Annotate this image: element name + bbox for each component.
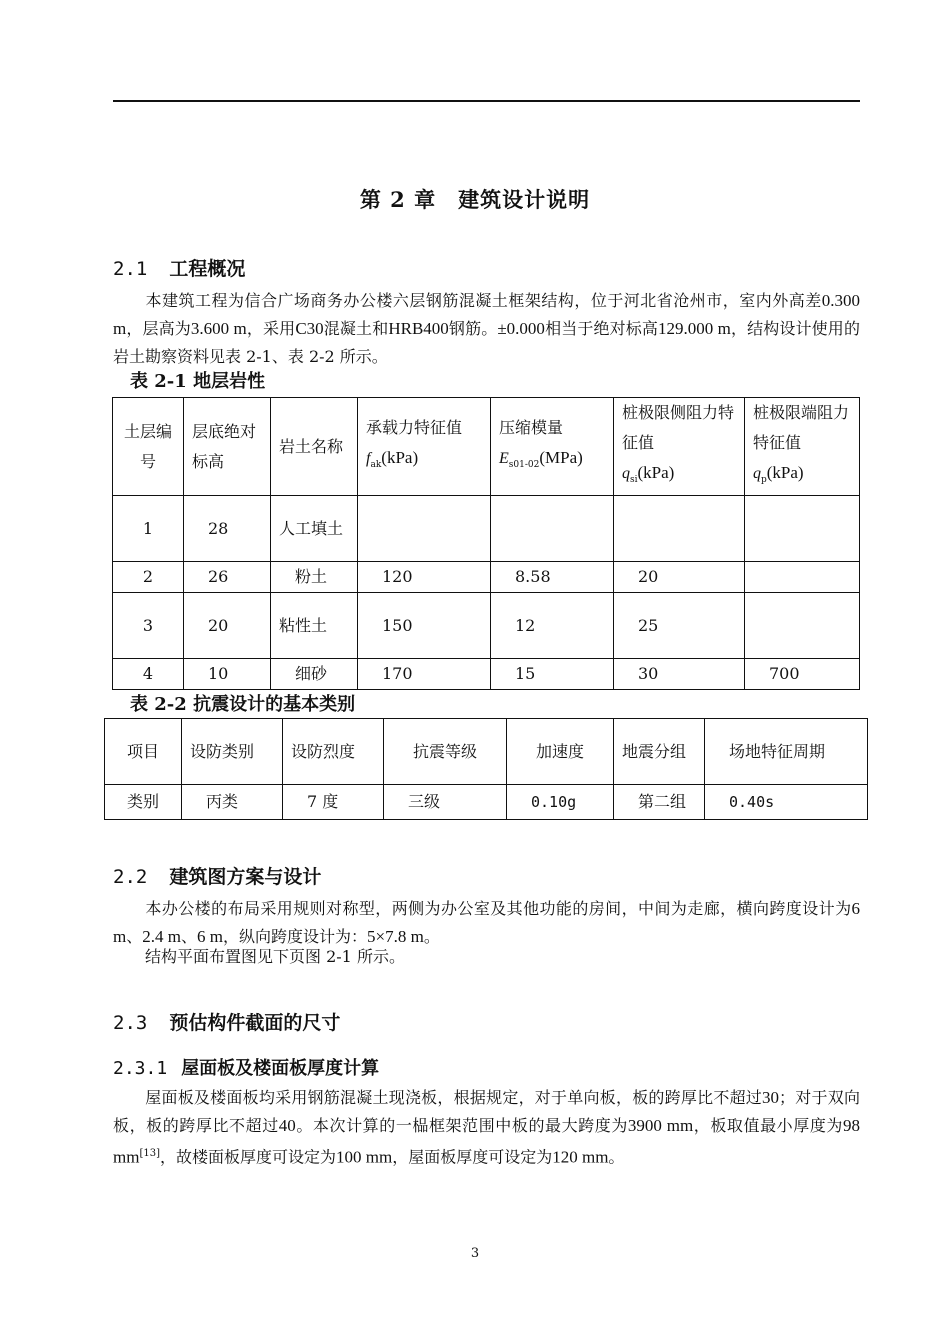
subsection-heading-2-3-1 bbox=[113, 1054, 379, 1080]
table-row: 2 26 粉土 120 8.58 20 bbox=[113, 562, 860, 593]
page-number: 3 bbox=[470, 1246, 480, 1261]
table-row: 3 20 粘性土 150 12 25 bbox=[113, 593, 860, 659]
header-cell: 加速度 bbox=[507, 719, 614, 785]
section-title: 屋面板及楼面板厚度计算 bbox=[181, 1058, 380, 1079]
section-heading-2-3 bbox=[113, 1008, 340, 1035]
section-number: 2.2 bbox=[113, 866, 148, 888]
table-header-row bbox=[105, 719, 868, 785]
header-cell: 场地特征周期 bbox=[705, 719, 868, 785]
paragraph-layout: 本办公楼的布局采用规则对称型，两侧为办公室及其他功能的房间，中间为走廊，横向跨度设计为6 m、2.4 m、6 m，纵向跨度设计为：5×7.8 m。 bbox=[113, 899, 860, 946]
paragraph-slab-thickness: 屋面板及楼面板均采用钢筋混凝土现浇板，根据规定，对于单向板，板的跨厚比不超过30；对于双向板，板的跨厚比不超过40。本次计算的一榀框架范围中板的最大跨度为3900 mm，板取值最小厚度为98 mm[13]，故楼面板厚度可设定为100 mm，屋面板厚度可设定为120 mm。 bbox=[113, 1088, 860, 1167]
paragraph-figure-ref: 结构平面布置图见下页图 2-1 所示。 bbox=[145, 947, 405, 966]
table-row: 4 10 细砂 170 15 30 700 bbox=[113, 659, 860, 690]
seismic-table bbox=[104, 718, 868, 820]
paragraph-overview: 本建筑工程为信合广场商务办公楼六层钢筋混凝土框架结构，位于河北省沧州市，室内外高差0.300 m，层高为3.600 m，采用C30混凝土和HRB400钢筋。±0.000相当于绝对标高129.000 m，结构设计使用的岩土勘察资料见表 2-1、表 2-2 所示。 bbox=[113, 291, 860, 366]
section-number: 2.3.1 bbox=[113, 1058, 168, 1079]
header-cell: 桩极限侧阻力特征值 $q_{si}(kPa)$ bbox=[614, 398, 745, 496]
table-row: 类别 丙类 7 度 三级 0.10g 第二组 0.40s bbox=[105, 785, 868, 820]
header-cell: 设防烈度 bbox=[283, 719, 384, 785]
header-cell: 层底绝对标高 bbox=[184, 398, 271, 496]
header-cell: 桩极限端阻力特征值 $q_p(kPa)$ bbox=[745, 398, 860, 496]
table-header-row bbox=[113, 398, 860, 496]
table-caption-2-2: 表 2-2 抗震设计的基本类别 bbox=[130, 694, 356, 715]
header-cell: 抗震等级 bbox=[384, 719, 507, 785]
section-title: 工程概况 bbox=[169, 258, 246, 280]
header-cell: 项目 bbox=[105, 719, 182, 785]
header-cell: 岩土名称 bbox=[271, 398, 358, 496]
header-cell: 设防类别 bbox=[182, 719, 283, 785]
section-title: 建筑图方案与设计 bbox=[169, 866, 322, 888]
header-cell: 压缩模量 $E_{s01-02}(MPa)$ bbox=[491, 398, 614, 496]
strata-table bbox=[112, 397, 860, 690]
section-title: 预估构件截面的尺寸 bbox=[169, 1012, 341, 1034]
section-heading-2-1 bbox=[113, 254, 245, 281]
table-caption-2-1: 表 2-1 地层岩性 bbox=[130, 371, 266, 392]
citation-ref: [13] bbox=[139, 1148, 160, 1159]
header-rule bbox=[113, 100, 860, 102]
section-heading-2-2 bbox=[113, 862, 321, 889]
chapter-title: 第 2 章 建筑设计说明 bbox=[359, 187, 591, 212]
header-cell: 承载力特征值 $f_{ak}(kPa)$ bbox=[358, 398, 491, 496]
section-number: 2.1 bbox=[113, 258, 148, 280]
table-row: 1 28 人工填土 bbox=[113, 496, 860, 562]
header-cell: 地震分组 bbox=[614, 719, 705, 785]
header-cell: 土层编号 bbox=[113, 398, 184, 496]
section-number: 2.3 bbox=[113, 1012, 148, 1034]
